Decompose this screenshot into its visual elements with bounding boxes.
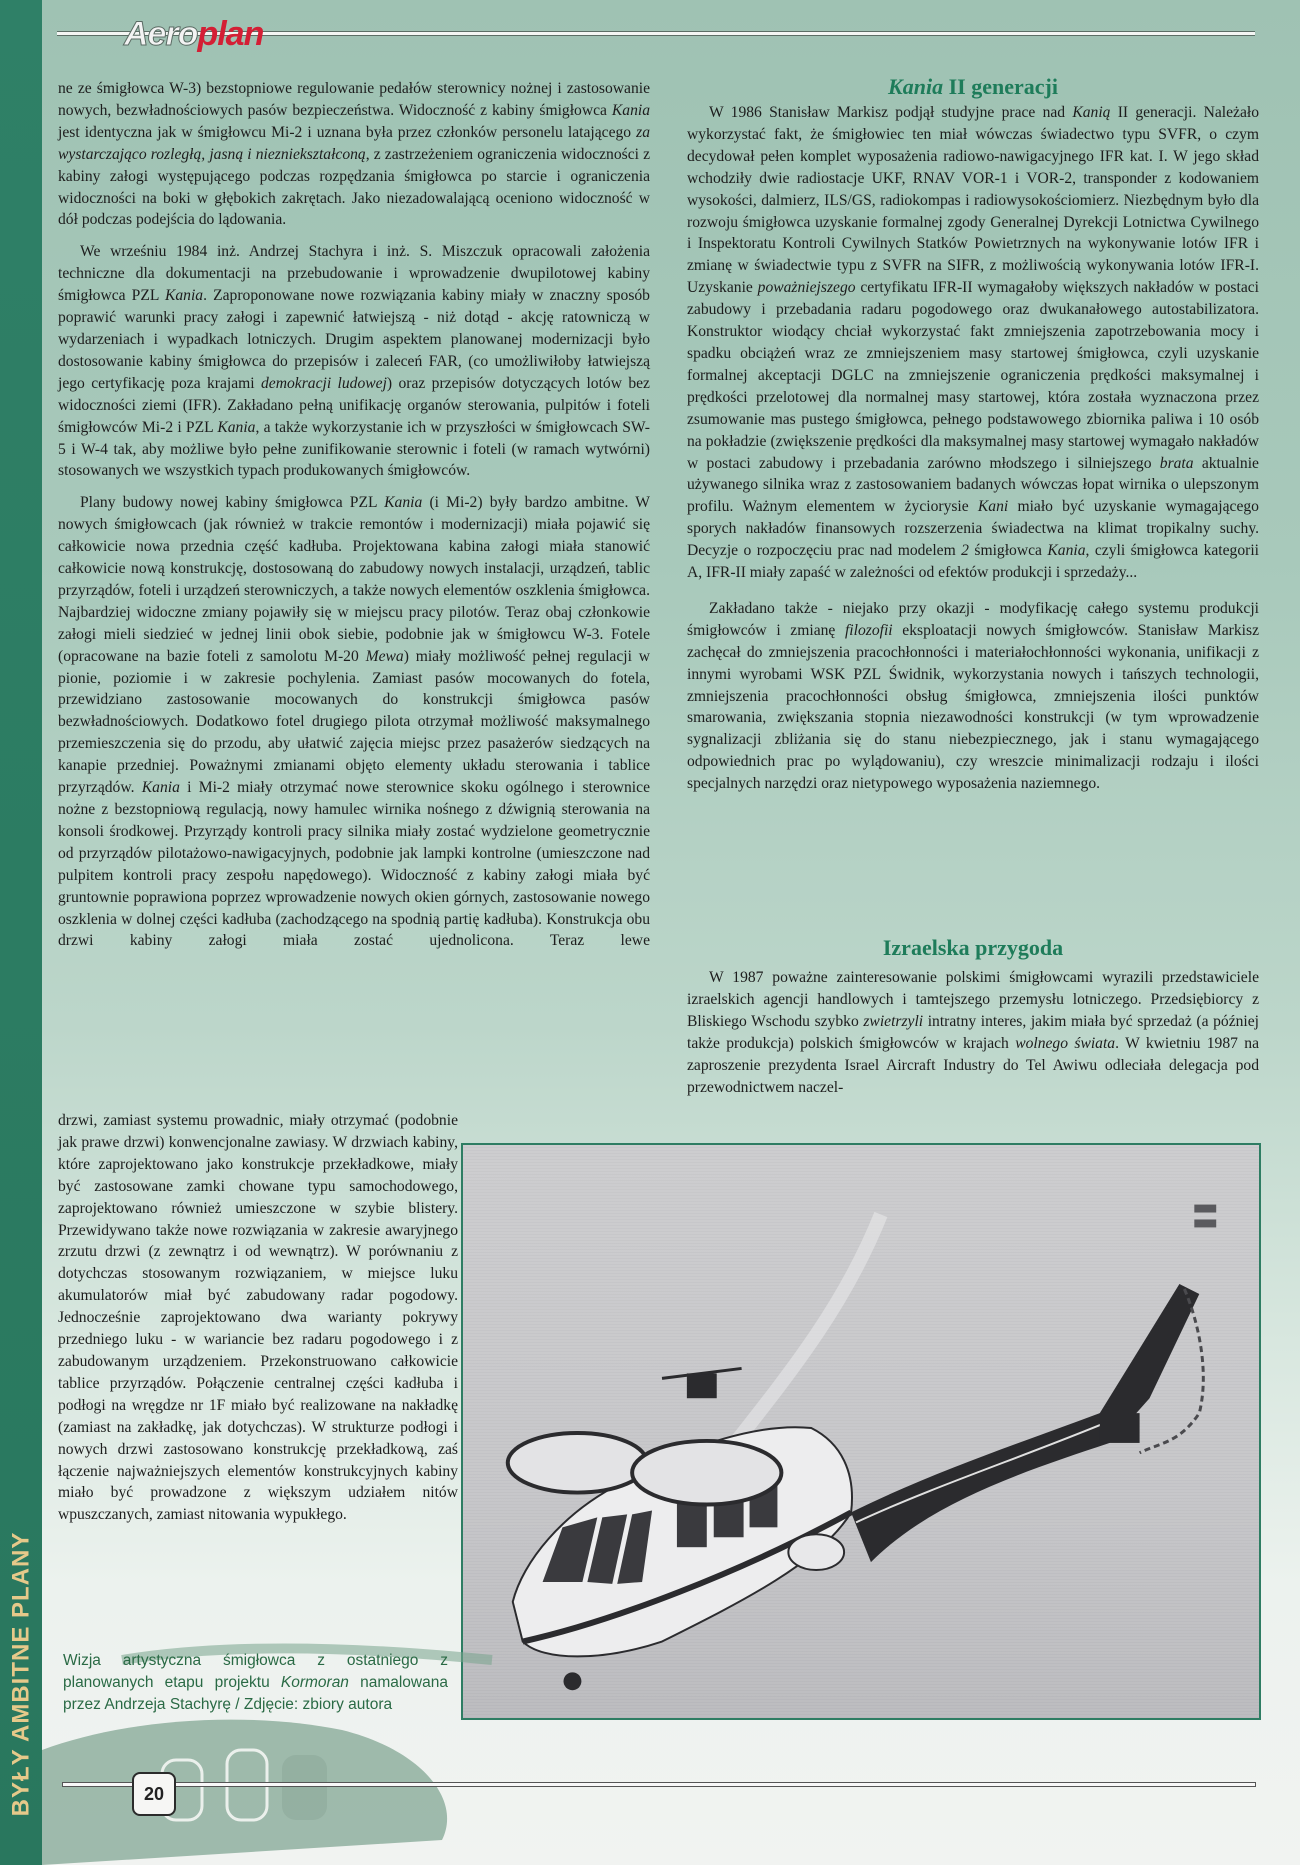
paragraph: ne ze śmigłowca W-3) bezstopniowe regulowanie pedałów sterownicy nożnej i zastosowanie nowych, bezwładnościowych pasów bezpieczeństwa. Widoczność z kabiny śmigłowca Kania jest identyczna jak w śmigłowcu Mi-2 i uznana była przez członków personelu latającego za wystarczająco rozległą, jasną i niezniekształconą, z zastrzeżeniem ograniczenia widoczności z kabiny załogi występującego podczas rozpędzania śmigłowca po starcie i ograniczenia widoczności na boki w głębokich zakrętach. Jako niezadowalającą oceniono widoczność w dół podczas podejścia do lądowania. (58, 80, 650, 229)
footer-rule (62, 1782, 1256, 1787)
paragraph: Zakładano także - niejako przy okazji - modyfikację całego systemu produkcji śmigłowców i zmianę filozofii eksploatacji nowych śmigłowców. Stanisław Markisz zachęcał do zmniejszenia pracochłonności i materiałochłonności wykonania, unifikacji z innymi wyrobami WSK PZL Świdnik, wykorzystania nowych i tańszych technologii, zmniejszenia pracochłonności obsług śmigłowca, zmniejszenia ilości punktów smarowania, zwiększania stopnia niezawodności konstrukcji (w tym wprowadzenie sygnalizacji zbliżania się do stanu niebezpiecznego, jak i stanu wymagającego odpowiednich prac po wylądowaniu), czy wreszcie minimalizacji rodzaju i ilości specjalnych narzędzi oraz nietypowego wyposażenia naziemnego. (687, 599, 1259, 793)
section-heading-izrael: Izraelska przygoda (882, 935, 1064, 960)
right-column-lower (687, 967, 1259, 1098)
helicopter-drawing (463, 1145, 1259, 1718)
left-column (58, 78, 650, 952)
magazine-logo (124, 14, 263, 54)
paragraph: drzwi, zamiast systemu prowadnic, miały otrzymać (podobnie jak prawe drzwi) konwencjonalne zawiasy. W drzwiach kabiny, które zaprojektowano jako konstrukcje przekładkowe, miały być zastosowane zamki chowane typu samochodowego, zaprojektowano również umieszczone w szybie blistery. Przewidywano także nowe rozwiązania w zakresie awaryjnego zrzutu drzwi (z zewnątrz i od wewnątrz). W porównaniu z dotychczas stosowanym rozwiązaniem, w miejsce luku akumulatorów miał być zabudowany radar pogodowy. Jednocześnie zaprojektowano dwa warianty pokrywy przedniego luku - w wariancie bez radaru pogodowego i z zabudowanym urządzeniem. Przekonstruowano całkowicie tablice przyrządów. Połączenie centralnej części kadłuba i podłogi na wręgdze nr 1F miało być realizowane na nakładkę (zamiast na zakładkę, jak dotychczas). W strukturze podłogi i nowych drzwi zastosowano konstrukcję przekładkową, zaś łączenie najważniejszych elementów konstrukcyjnych kabiny miało być prowadzone z większym udziałem nitów wpuszczanych, zamiast nitowania wypukłego. (58, 1112, 458, 1524)
helicopter-illustration (461, 1143, 1261, 1720)
left-column-narrow (58, 1110, 458, 1526)
logo-plan: plan (197, 15, 264, 53)
section-title-vertical (4, 1509, 38, 1839)
right-column (687, 102, 1259, 795)
page-number: 20 (132, 1772, 176, 1816)
photo-caption: Wizja artystyczna śmigłowca z ostatniego z planowanych etapu projektu Kormoran namalowana przez Andrzeja Stachyrę / Zdjęcie: zbiory autora (63, 1652, 448, 1713)
logo-aero: Aero (124, 15, 198, 53)
paragraph: Plany budowy nowej kabiny śmigłowca PZL Kania (i Mi-2) były bardzo ambitne. W nowych śmigłowcach (jak również w trakcie remontów i modernizacji) miała pojawić się całkowicie nowa przednia część kadłuba. Projektowana kabina załogi miała stanowić całkowicie nową konstrukcję, dostosowaną do zabudowy nowych instalacji, urządzeń, tablic przyrządów, foteli i urządzeń sterowniczych, a także nowych elementów oszklenia śmigłowca. Najbardziej widoczne zmiany pojawiły się w miejscu pracy pilotów. Teraz obaj członkowie załogi mieli siedzieć w jednej linii obok siebie, podobnie jak w śmigłowcu W-3. Fotele (opracowane na bazie foteli z samolotu M-20 Mewa) miały możliwość pełnej regulacji w pionie, poziomie i w zakresie pochylenia. Zamiast pasów mocowanych do fotela, przewidziano zastosowanie mocowanych do konstrukcji śmigłowca pasów bezwładnościowych. Dodatkowo fotel drugiego pilota otrzymał możliwość maksymalnego przemieszczenia się do przodu, aby ułatwić zajęcia miejsc przez pasażerów siedzących na kanapie przedniej. Poważnymi zmianami objęto elementy układu sterowania i tablice przyrządów. Kania i Mi-2 miały otrzymać nowe sterownice skoku ogólnego i sterownice nożne z bezstopniową regulacją, nowy hamulec wirnika nośnego z dźwignią sterowania na konsoli środkowej. Przyrządy kontroli pracy silnika miały zostać wydzielone geometrycznie od przyrządów pilotażowo-nawigacyjnych, podobnie jak lampki kontrolne (umieszczone nad pulpitem kontroli pracy zespołu napędowego). Widoczność z kabiny załogi miała być gruntownie poprawiona poprzez wprowadzenie nowych okien górnych, zastosowanie nowego oszklenia w dolnej części kadłuba (zachodzącego na spodnią partię kadłuba). Konstrukcja obu drzwi kabiny załogi miała zostać ujednolicona. Teraz lewe (58, 494, 650, 950)
section-title: BYŁY AMBITNE PLANY (7, 1531, 34, 1817)
paragraph: We wrześniu 1984 inż. Andrzej Stachyra i inż. S. Miszczuk opracowali założenia techniczne dla dokumentacji na przebudowanie i wprowadzenie dwupilotowej kabiny śmigłowca PZL Kania. Zaproponowane nowe rozwiązania kabiny miały w znaczny sposób poprawić warunki pracy załogi i zapewnić łatwiejszą - niż dotąd - akcję ratowniczą w wydarzeniach i wypadkach lotniczych. Drugim aspektem planowanej modernizacji było dostosowanie kabiny śmigłowca do przepisów i zaleceń FAR, (co umożliwiłoby łatwiejszą jego certyfikację poza krajami demokracji ludowej) oraz przepisów dotyczących lotów bez widoczności ziemi (IFR). Zakładano pełną unifikację organów sterowania, pulpitów i foteli śmigłowców Mi-2 i PZL Kania, a także wykorzystanie ich w przyszłości w śmigłowcach SW-5 i W-4 tak, aby możliwe było pełne zunifikowanie sterownic i foteli (w ramach wytwórni) stosowanych we wszystkich typach produkowanych śmigłowców. (58, 243, 650, 480)
section-heading-kania: Kania II generacji (888, 74, 1058, 99)
paragraph: W 1987 poważne zainteresowanie polskimi śmigłowcami wyrazili przedstawiciele izraelskich agencji handlowych i tamtejszego przemysłu lotniczego. Przedsiębiorcy z Bliskiego Wschodu szybko zwietrzyli intratny interes, jakim miała być sprzedaż (a później także produkcja) polskich śmigłowców w krajach wolnego świata. W kwietniu 1987 na zaproszenie prezydenta Israel Aircraft Industry do Tel Awiwu odleciała delegacja pod przewodnictwem naczel- (687, 969, 1260, 1096)
section-spine (0, 0, 42, 1865)
paragraph: W 1986 Stanisław Markisz podjął studyjne prace nad Kanią II generacji. Należało wykorzystać fakt, że śmigłowiec ten miał wówczas świadectwo typu SVFR, o czym decydował pełen komplet wyposażenia radiowo-nawigacyjnego IFR kat. I. W jego skład wchodziły dwie radiostacje UKF, RNAV VOR-1 i VOR-2, transponder z kodowaniem wysokości, dalmierz, ILS/GS, radiokompas i radiowysokościomierz. Niezbędnym było dla rozwoju śmigłowca uzyskanie formalnej zgody Generalnej Dyrekcji Lotnictwa Cywilnego i Inspektoratu Kontroli Cywilnych Statków Powietrznych na wykonywanie lotów IFR i zmianę w świadectwie typu z SVFR na SIFR, z możliwością wykonywania lotów IFR-I. Uzyskanie poważniejszego certyfikatu IFR-II wymagałoby większych nakładów w postaci zabudowy i przebadania radaru pogodowego oraz dwukanałowego autostabilizatora. Konstruktor wiodący chciał wykorzystać fakt zmniejszenia zapotrzebowania mocy i spadku obciążeń wraz ze zmniejszeniem masy startowej śmigłowca, czyli uzyskanie formalnej akceptacji DGLC na zmniejszenie ograniczenia prędkości maksymalnej i prędkości przelotowej dla normalnej masy startowej, która została wyznaczona przez zsumowanie mas pustego śmigłowca, pełnego podstawowego zbiornika paliwa i 10 osób na pokładzie (zwiększenie prędkości dla maksymalnej masy startowej wymagało nakładów w postaci zabudowy i przebadania zarówno młodszego i silniejszego brata aktualnie używanego silnika wraz z zastosowaniem badanych wówczas łopat wirnika o ulepszonym profilu. Ważnym elementem w życiorysie Kani miało być uzyskanie wymagającego sporych nakładów finansowych rozszerzenia świadectwa na klimat tropikalny suchy. Decyzje o rozpoczęciu prac nad modelem 2 śmigłowca Kania, czyli śmigłowca kategorii A, IFR-II miały zapaść w zależności od efektów produkcji i sprzedaży... (687, 104, 1260, 582)
